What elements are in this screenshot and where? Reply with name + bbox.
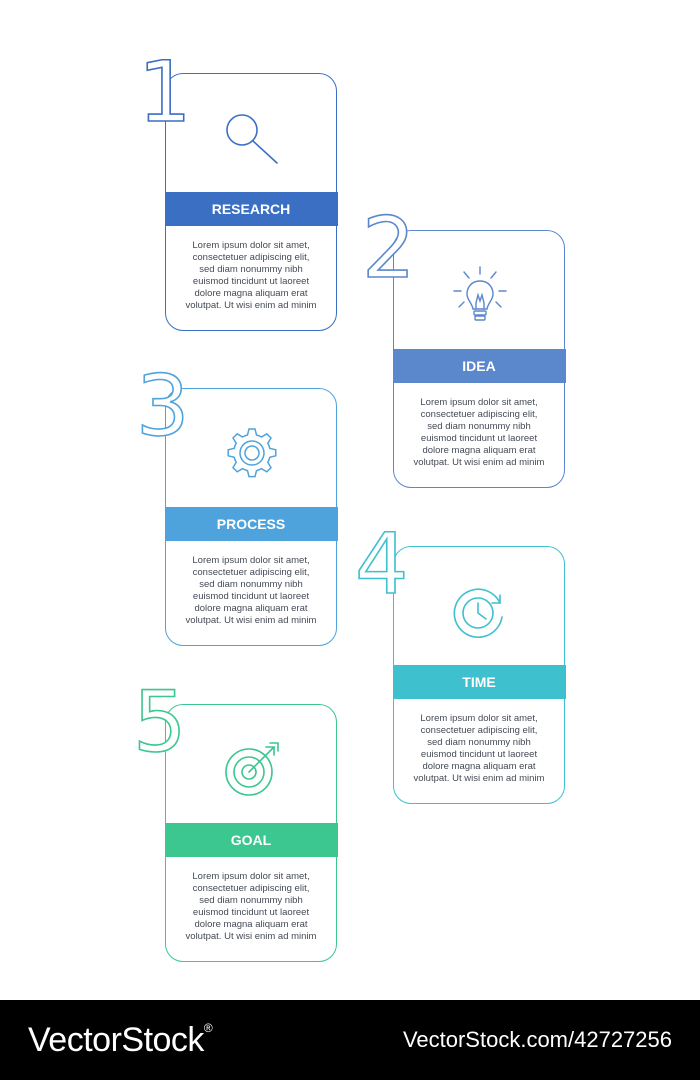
step-description (176, 240, 326, 312)
desc-line: volutpat. Ut wisi enim ad minim (413, 457, 545, 468)
step-title-band (393, 349, 566, 383)
desc-line: euismod tincidunt ut laoreet (192, 591, 310, 602)
step-number-1: 1 (138, 43, 192, 141)
desc-line: volutpat. Ut wisi enim ad minim (413, 773, 545, 784)
desc-line: volutpat. Ut wisi enim ad minim (185, 300, 317, 311)
desc-line: euismod tincidunt ut laoreet (420, 433, 538, 444)
step-card-time (393, 546, 565, 804)
magnifier-icon (222, 108, 282, 168)
step-title: TIME (462, 674, 496, 690)
desc-line: Lorem ipsum dolor sit amet, (420, 397, 538, 408)
desc-line: sed diam nonummy nibh (199, 264, 303, 275)
step-number-4: 4 (355, 515, 409, 613)
clock-refresh-icon (450, 581, 510, 641)
desc-line: consectetuer adipiscing elit, (192, 883, 310, 894)
brand-logo (28, 1021, 213, 1060)
desc-line: sed diam nonummy nibh (199, 895, 303, 906)
lightbulb-icon (450, 265, 510, 325)
desc-line: euismod tincidunt ut laoreet (192, 276, 310, 287)
step-title: RESEARCH (211, 201, 291, 217)
step-title-band (393, 665, 566, 699)
desc-line: euismod tincidunt ut laoreet (192, 907, 310, 918)
stock-id: VectorStock.com/42727256 (402, 1027, 672, 1052)
desc-line: Lorem ipsum dolor sit amet, (420, 713, 538, 724)
desc-line: dolore magna aliquam erat (194, 603, 308, 614)
brand-name: VectorStock (28, 1020, 204, 1059)
desc-line: dolore magna aliquam erat (194, 919, 308, 930)
registered-mark: ® (203, 1020, 213, 1035)
step-title-band (165, 192, 338, 226)
desc-line: volutpat. Ut wisi enim ad minim (185, 615, 317, 626)
step-description (404, 713, 554, 785)
step-title: IDEA (462, 358, 496, 374)
gear-icon (222, 423, 282, 483)
desc-line: consectetuer adipiscing elit, (192, 567, 310, 578)
desc-line: consectetuer adipiscing elit, (420, 725, 538, 736)
step-description (404, 397, 554, 469)
desc-line: Lorem ipsum dolor sit amet, (192, 871, 310, 882)
desc-line: dolore magna aliquam erat (422, 761, 536, 772)
step-title-band (165, 507, 338, 541)
desc-line: sed diam nonummy nibh (427, 421, 531, 432)
desc-line: consectetuer adipiscing elit, (192, 252, 310, 263)
desc-line: dolore magna aliquam erat (422, 445, 536, 456)
step-title-band (165, 823, 338, 857)
watermark-footer (0, 1000, 700, 1080)
target-icon (222, 739, 282, 799)
desc-line: euismod tincidunt ut laoreet (420, 749, 538, 760)
step-description (176, 871, 326, 943)
desc-line: Lorem ipsum dolor sit amet, (192, 555, 310, 566)
step-title: PROCESS (216, 516, 286, 532)
step-card-goal (165, 704, 337, 962)
desc-line: dolore magna aliquam erat (194, 288, 308, 299)
step-number-2: 2 (362, 199, 416, 297)
step-description (176, 555, 326, 627)
desc-line: sed diam nonummy nibh (427, 737, 531, 748)
step-card-process (165, 388, 337, 646)
desc-line: Lorem ipsum dolor sit amet, (192, 240, 310, 251)
step-card-idea (393, 230, 565, 488)
desc-line: consectetuer adipiscing elit, (420, 409, 538, 420)
step-number-3: 3 (136, 357, 190, 455)
desc-line: sed diam nonummy nibh (199, 579, 303, 590)
step-number-5: 5 (133, 673, 187, 771)
step-title: GOAL (230, 832, 272, 848)
desc-line: volutpat. Ut wisi enim ad minim (185, 931, 317, 942)
